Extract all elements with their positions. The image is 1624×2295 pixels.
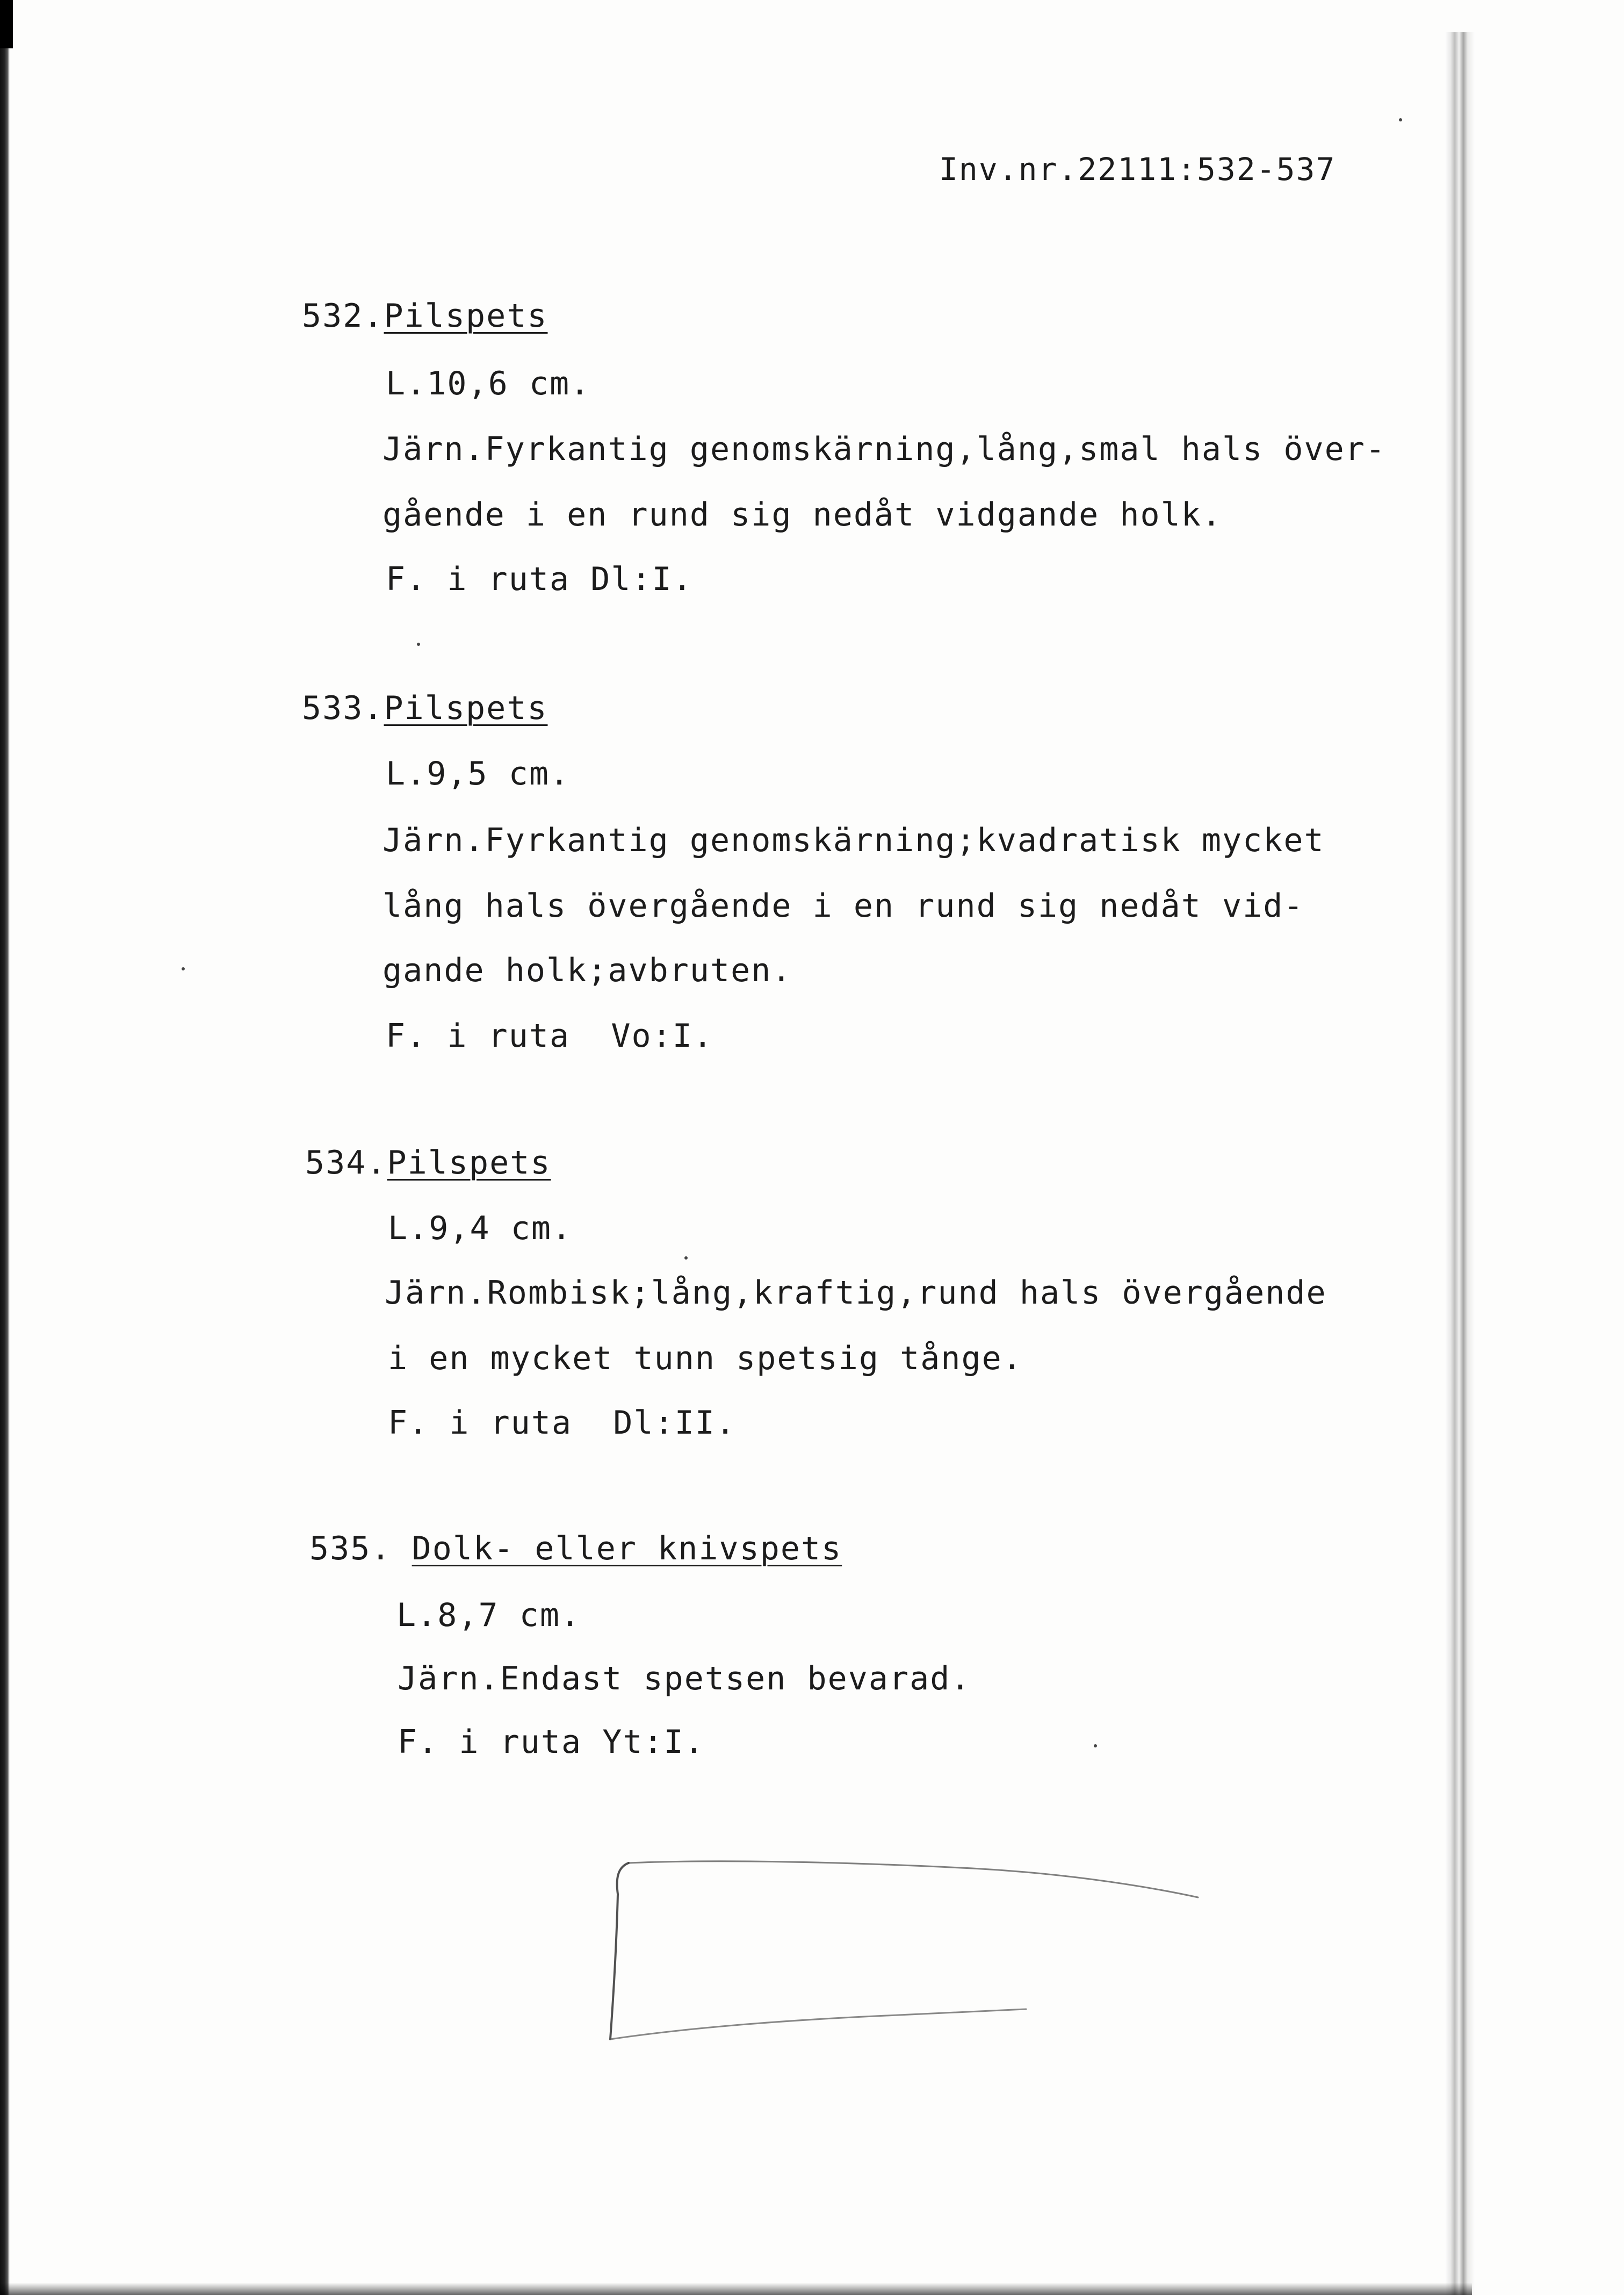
page-edge-shadow xyxy=(1445,32,1475,2295)
binding-edge xyxy=(0,0,10,2295)
entry-heading xyxy=(302,297,547,335)
stray-mark xyxy=(1094,1744,1097,1747)
stray-mark xyxy=(1399,118,1402,121)
entry-find-location: F. i ruta Dl:I. xyxy=(386,560,693,598)
entry-description-line: Järn.Fyrkantig genomskärning,lång,smal hals över- xyxy=(382,430,1387,468)
entry-description-line: gående i en rund sig nedåt vidgande holk. xyxy=(382,496,1223,534)
entry-description-line: i en mycket tunn spetsig tånge. xyxy=(388,1340,1023,1377)
entry-find-location: F. i ruta Dl:II. xyxy=(388,1404,737,1442)
entry-number: 535. xyxy=(309,1530,392,1567)
entry-description-line: Järn.Rombisk;lång,kraftig,rund hals övergående xyxy=(385,1274,1327,1312)
entry-heading xyxy=(309,1529,842,1568)
entry-description-line: lång hals övergående i en rund sig nedåt vid- xyxy=(382,887,1304,925)
bottom-edge-shadow xyxy=(0,2283,1472,2295)
entry-length: L.9,4 cm. xyxy=(388,1210,573,1247)
entry-length: L.8,7 cm. xyxy=(396,1596,581,1634)
entry-title: Pilspets xyxy=(384,689,548,727)
entry-title: Pilspets xyxy=(387,1144,551,1182)
stray-mark xyxy=(684,1256,688,1260)
entry-description-line: Järn.Endast spetsen bevarad. xyxy=(398,1660,971,1697)
entry-description-line: gande holk;avbruten. xyxy=(382,952,792,989)
inventory-number: Inv.nr.22111:532-537 xyxy=(939,151,1336,188)
entry-heading xyxy=(302,689,547,728)
binding-notch xyxy=(0,0,13,48)
entry-find-location: F. i ruta Yt:I. xyxy=(398,1723,705,1761)
entry-title: Pilspets xyxy=(384,297,548,335)
entry-title: Dolk- eller knivspets xyxy=(412,1530,842,1567)
entry-find-location: F. i ruta Vo:I. xyxy=(386,1017,713,1055)
stray-mark xyxy=(182,967,185,970)
entry-length: L.10,6 cm. xyxy=(386,365,591,402)
entry-number: 532. xyxy=(302,297,384,335)
entry-heading xyxy=(305,1143,551,1182)
stray-mark xyxy=(417,643,420,646)
entry-description-line: Järn.Fyrkantig genomskärning;kvadratisk mycket xyxy=(382,822,1325,859)
entry-length: L.9,5 cm. xyxy=(386,755,571,793)
entry-number: 533. xyxy=(302,689,384,727)
pencil-sketch-outline xyxy=(596,1857,1209,2055)
entry-number: 534. xyxy=(305,1144,387,1182)
